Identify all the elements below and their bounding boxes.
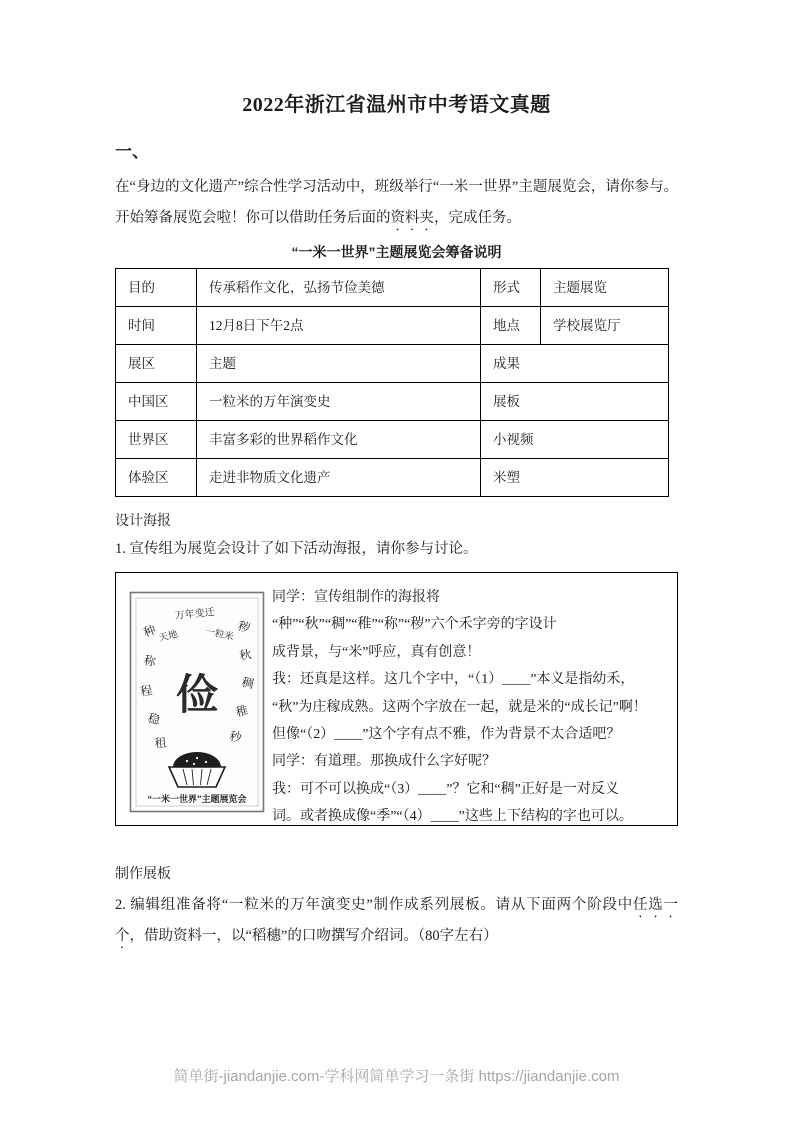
design-poster-heading: 设计海报	[115, 512, 171, 528]
table-cell: 地点	[481, 307, 541, 345]
table-cell: 展区	[116, 345, 197, 383]
dialogue-line: 同学：有道理。那换成什么字好呢？	[272, 754, 496, 770]
intro-text-before: 在“身边的文化遗产”综合性学习活动中，班级举行“一米一世界”主题展览会，请你参与。开始筹备展览会啦！你可以借助任务后面的	[115, 179, 678, 226]
task2-text	[115, 890, 678, 952]
intro-text-after: ，完成任务。	[434, 210, 521, 226]
poster-phrase-top: 万年变迁	[174, 606, 216, 623]
intro-emphasized-term: 资料夹	[390, 210, 434, 226]
table-cell: 米塑	[481, 459, 669, 497]
poster-char: 程	[139, 683, 154, 699]
dialogue-line: “秋”为庄稼成熟。这两个字放在一起，就是米的“成长记”啊！	[272, 699, 647, 715]
table-cell: 12月8日下午2点	[197, 307, 481, 345]
poster-char: 稠	[240, 674, 256, 692]
poster-char: 秽	[236, 618, 252, 636]
intro-paragraph	[115, 172, 678, 234]
table-cell: 形式	[481, 269, 541, 307]
dialogue-line: 我：还真是这样。这几个字中，“（1）____”本义是指幼禾，	[272, 672, 635, 688]
table-cell: 主题	[197, 345, 481, 383]
table-row	[116, 269, 669, 307]
table-cell: 成果	[481, 345, 669, 383]
dialogue-line: 我：可不可以换成“（3）____”？它和“稠”正好是一对反义	[272, 781, 619, 797]
footer-text: 简单街-jiandanjie.com-学科网简单学习一条街	[173, 1068, 479, 1085]
dialogue-line: 同学：宣传组制作的海报将	[272, 590, 440, 605]
dialogue-panel	[272, 583, 665, 825]
make-board-heading: 制作展板	[115, 865, 171, 881]
table-row	[116, 307, 669, 345]
poster-char: 秒	[228, 729, 243, 745]
poster-big-char: 俭	[175, 673, 219, 719]
footer-link[interactable]: https://jiandanjie.com	[478, 1068, 620, 1085]
dialogue-line: 词。或者换成像“季”“（4）____”这些上下结构的字也可以。	[272, 809, 633, 825]
table-cell: 传承稻作文化，弘扬节俭美德	[197, 269, 481, 307]
table-cell: 小视频	[481, 421, 669, 459]
table-cell: 丰富多彩的世界稻作文化	[197, 421, 481, 459]
poster-slogan: “一米一世界”主题展览会	[147, 794, 247, 804]
table-row	[116, 383, 669, 421]
table-cell: 学校展览厅	[541, 307, 669, 345]
poster-char: 秋	[238, 647, 253, 663]
poster-image	[122, 583, 272, 815]
table-cell: 时间	[116, 307, 197, 345]
dialogue-line: “种”“秋”“稠”“稚”“称”“秽”六个禾字旁的字设计	[272, 617, 557, 633]
dialogue-line: 成背景，与“米”呼应，真有创意！	[272, 644, 481, 660]
poster-char: 稚	[234, 702, 250, 720]
table-cell: 中国区	[116, 383, 197, 421]
table-row	[116, 421, 669, 459]
table-cell: 走进非物质文化遗产	[197, 459, 481, 497]
poster-char: 种	[141, 622, 158, 640]
table-cell: 世界区	[116, 421, 197, 459]
poster-char: 稳	[146, 710, 162, 728]
poster-phrase-left: 天地	[158, 629, 179, 645]
task2-emphasized-term: 任选一个	[115, 897, 679, 944]
poster-char: 租	[153, 735, 168, 751]
table-cell: 一粒米的万年演变史	[197, 383, 481, 421]
dialogue-line: 但像“（2）____”这个字有点不雅，作为背景不太合适吧？	[272, 727, 621, 743]
table-row	[116, 345, 669, 383]
poster-char: 称	[142, 653, 157, 669]
site-footer	[0, 1066, 793, 1088]
page-title: 2022年浙江省温州市中考语文真题	[242, 94, 551, 116]
task2-text-before: 2. 编辑组准备将“一粒米的万年演变史”制作成系列展板。请从下面两个阶段中	[115, 897, 633, 913]
table-row	[116, 459, 669, 497]
prep-table	[115, 268, 669, 497]
task2-text-after: ，借助资料一，以“稻穗”的口吻撰写介绍词。（80字左右）	[129, 928, 498, 944]
poster-illustration	[129, 591, 265, 813]
table-title: “一米一世界”主题展览会筹备说明	[291, 244, 502, 260]
poster-dialogue-box	[115, 572, 678, 826]
table-cell: 展板	[481, 383, 669, 421]
table-cell: 目的	[116, 269, 197, 307]
table-cell: 主题展览	[541, 269, 669, 307]
poster-phrase-right: 一粒米	[204, 627, 235, 643]
section-marker: 一、	[115, 142, 149, 161]
task1-text: 1. 宣传组为展览会设计了如下活动海报，请你参与讨论。	[115, 541, 478, 557]
table-cell: 体验区	[116, 459, 197, 497]
